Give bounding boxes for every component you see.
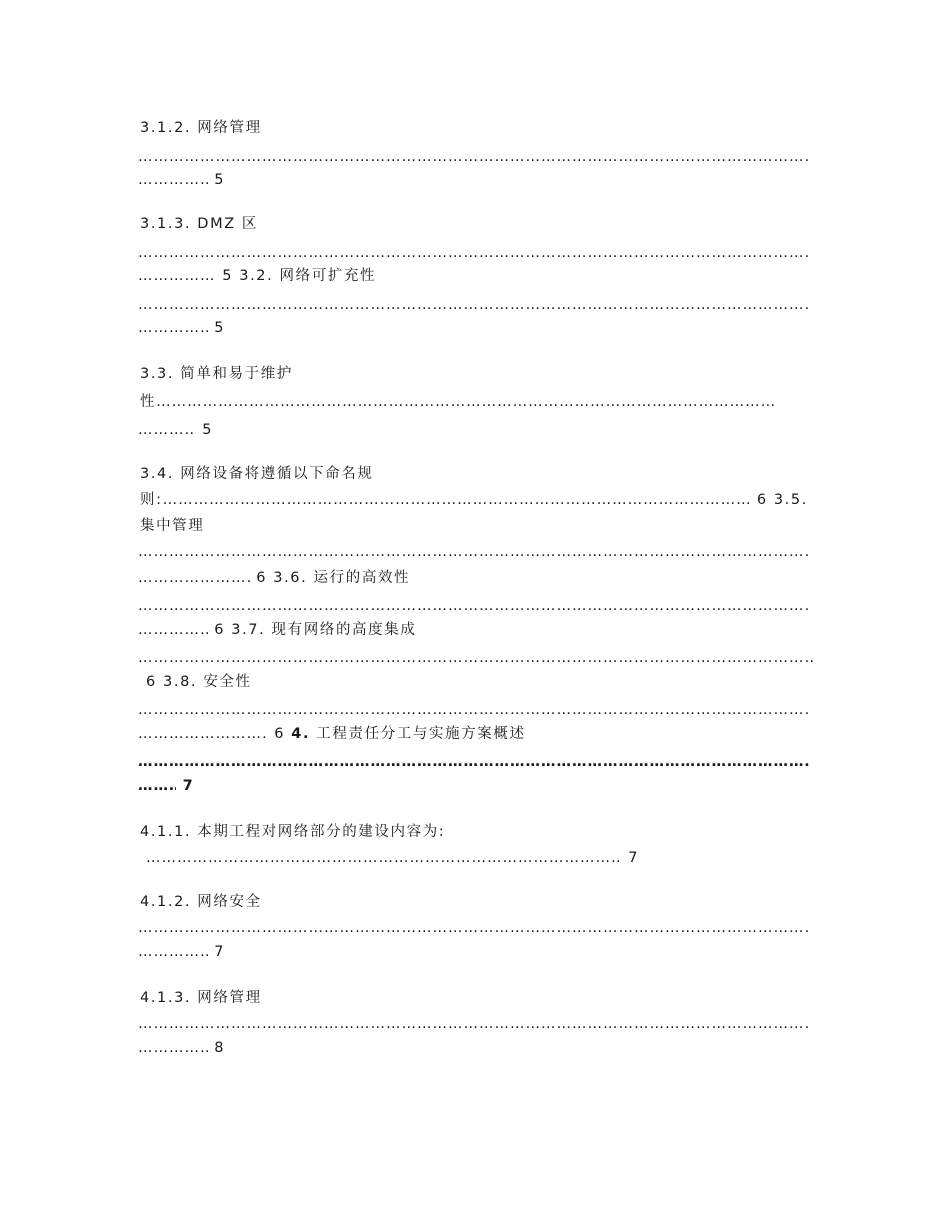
toc-entry-4-1-3-tail: [138, 1038, 225, 1058]
page-number: 5: [214, 172, 226, 188]
leader-dots: [138, 1038, 208, 1058]
toc-entry-3-6-title[interactable]: 3.6. 运行的高效性: [273, 570, 411, 586]
toc-entry-3-2-title[interactable]: 3.2. 网络可扩充性: [239, 268, 377, 284]
toc-entry-3-5-tail: [138, 568, 410, 588]
toc-entry-3-4-title[interactable]: 3.4. 网络设备将遵循以下命名规: [140, 466, 374, 482]
toc-entry-4-1-2-title[interactable]: 4.1.2. 网络安全: [140, 894, 262, 910]
toc-entry-3-5-title[interactable]: 集中管理: [140, 518, 205, 534]
leader-dots: [138, 170, 208, 190]
leader-dots: [163, 490, 751, 510]
toc-entry-3-6-tail: [138, 620, 416, 640]
toc-entry-4-title[interactable]: 工程责任分工与实施方案概述: [316, 726, 526, 742]
toc-entry-3-3-tail: [138, 420, 213, 440]
leader-dots: [146, 848, 622, 868]
toc-entry-4-1-1-tail: [146, 848, 639, 868]
toc-entry-3-4-title-cont[interactable]: 则:: [140, 492, 163, 508]
toc-entry-3-7-tail: [146, 672, 252, 692]
leader-dots: [138, 700, 810, 720]
toc-entry-3-1-2-tail: [138, 170, 225, 190]
toc-entry-4-tail: [138, 776, 194, 796]
leader-dots: [138, 147, 810, 167]
leader-dots: [138, 776, 176, 796]
page-number: 5: [202, 422, 214, 438]
toc-entry-3-1-2-title[interactable]: 3.1.2. 网络管理: [140, 120, 262, 136]
toc-entry-3-3-line2: [140, 392, 774, 412]
leader-dots: [138, 542, 810, 562]
page-number: 7: [214, 944, 226, 960]
page-number: 6: [274, 726, 286, 742]
toc-entry-3-3-title-cont[interactable]: 性: [140, 394, 157, 410]
leader-dots: [138, 318, 208, 338]
leader-dots: [138, 1014, 810, 1034]
leader-dots: [156, 392, 774, 412]
toc-entry-3-5-num[interactable]: 3.5.: [773, 492, 808, 508]
leader-dots: [138, 596, 810, 616]
toc-entry-4-1-3-title[interactable]: 4.1.3. 网络管理: [140, 990, 262, 1006]
toc-entry-4-num[interactable]: 4.: [291, 726, 311, 742]
leader-dots: [138, 620, 208, 640]
toc-entry-3-3-title[interactable]: 3.3. 简单和易于维护: [140, 366, 293, 382]
leader-dots: [138, 295, 810, 315]
page-number: 5: [222, 268, 234, 284]
page-number: 6: [214, 622, 226, 638]
page-number: 8: [214, 1040, 226, 1056]
toc-entry-3-4-line2: [140, 490, 808, 510]
leader-dots: [138, 420, 196, 440]
toc-entry-3-8-title[interactable]: 3.8. 安全性: [163, 674, 252, 690]
leader-dots: [138, 266, 216, 286]
leader-dots: [138, 724, 268, 744]
page-number: 6: [256, 570, 268, 586]
page-number: 6: [756, 492, 768, 508]
page-number: 7: [628, 850, 640, 866]
toc-entry-3-1-3-tail: [138, 266, 376, 286]
toc-entry-4-1-2-tail: [138, 942, 225, 962]
page-number: 6: [146, 674, 157, 690]
toc-entry-3-1-3-title[interactable]: 3.1.3. DMZ 区: [140, 216, 259, 232]
leader-dots: [138, 648, 814, 668]
toc-entry-3-2-tail: [138, 318, 225, 338]
toc-entry-3-8-tail: [138, 724, 526, 744]
toc-entry-4-1-1-title[interactable]: 4.1.1. 本期工程对网络部分的建设内容为:: [140, 824, 446, 840]
leader-dots: [138, 568, 250, 588]
leader-dots: [138, 942, 208, 962]
leader-dots: [138, 918, 810, 938]
page-number: 7: [182, 778, 195, 794]
leader-dots: [138, 752, 810, 772]
leader-dots: [138, 243, 810, 263]
toc-entry-3-7-title[interactable]: 3.7. 现有网络的高度集成: [231, 622, 417, 638]
page-number: 5: [214, 320, 226, 336]
